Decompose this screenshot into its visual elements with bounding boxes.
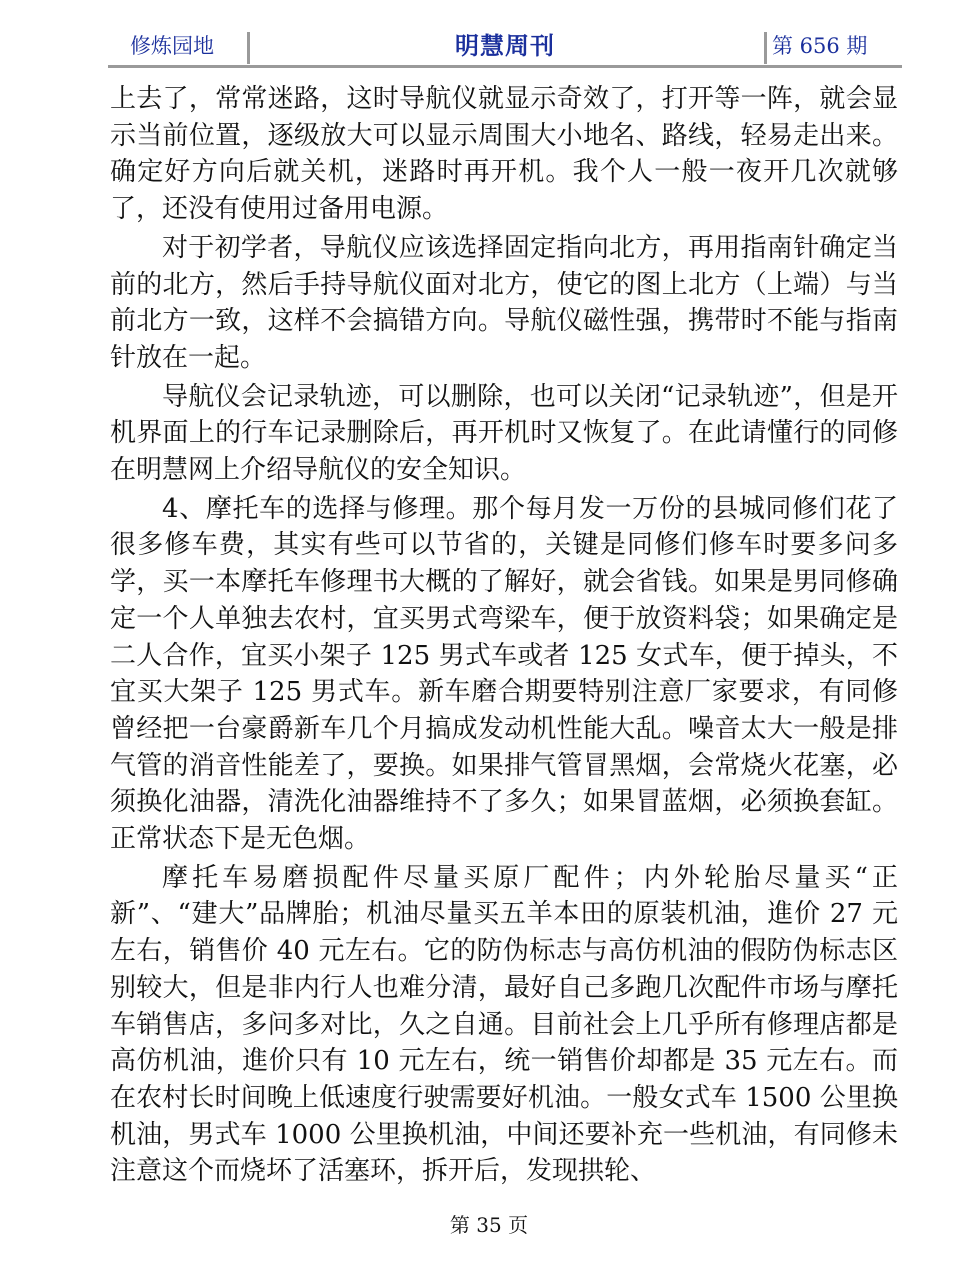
issue-number: 第 656 期 xyxy=(772,34,868,58)
paragraph: 对于初学者，导航仪应该选择固定指向北方，再用指南针确定当前的北方，然后手持导航仪面对北方，使它的图上北方（上端）与当前北方一致，这样不会搞错方向。导航仪磁性强，携带时不能与指南针放在一起。 xyxy=(110,232,898,373)
publication-title: 明慧周刊 xyxy=(455,31,555,60)
paragraph: 摩托车易磨损配件尽量买原厂配件；内外轮胎尽量买“正新”、“建大”品牌胎；机油尽量买五羊本田的原装机油，進价 27 元左右，销售价 40 元左右。它的防伪标志与高仿机油的假防伪标志区别较大，但是非内行人也难分清，最好自己多跑几次配件市场与摩托车销售店，多问多对比，久之自通。目前社会上几乎所有修理店都是高仿机油，進价只有 10 元左右，统一销售价却都是 35 元左右。而在农村长时间晚上低速度行驶需要好机油。一般女式车 1500 公里换机油，男式车 1000 公里换机油，中间还要补充一些机油，有同修未注意这个而烧坏了活塞环，拆开后，发现拱轮、 xyxy=(110,862,898,1187)
paragraph: 上去了，常常迷路，这时导航仪就显示奇效了，打开等一阵，就会显示当前位置，逐级放大可以显示周围大小地名、路线，轻易走出来。确定好方向后就关机，迷路时再开机。我个人一般一夜开几次就够了，还没有使用过备用电源。 xyxy=(110,84,898,225)
header-divider-right xyxy=(764,32,767,64)
header-rule xyxy=(108,65,902,68)
page-header xyxy=(108,28,902,68)
paragraph: 导航仪会记录轨迹，可以删除，也可以关闭“记录轨迹”，但是开机界面上的行车记录删除后，再开机时又恢复了。在此请懂行的同修在明慧网上介绍导航仪的安全知识。 xyxy=(110,381,898,486)
page-number: 第 35 页 xyxy=(449,1213,529,1237)
paragraph: 4、摩托车的选择与修理。那个每月发一万份的县城同修们花了很多修车费，其实有些可以节省的，关键是同修们修车时要多问多学，买一本摩托车修理书大概的了解好，就会省钱。如果是男同修确定一个人单独去农村，宜买男式弯梁车，便于放资料袋；如果确定是二人合作，宜买小架子 125 男式车或者 125 女式车，便于掉头，不宜买大架子 125 男式车。新车磨合期要特别注意厂家要求，有同修曾经把一台豪爵新车几个月搞成发动机性能大乱。噪音太大一般是排气管的消音性能差了，要换。如果排气管冒黑烟，会常烧火花塞，必须换化油器，清洗化油器维持不了多久；如果冒蓝烟，必须换套缸。正常状态下是无色烟。 xyxy=(110,493,898,855)
article-body xyxy=(110,81,898,1190)
section-name: 修炼园地 xyxy=(130,34,214,58)
